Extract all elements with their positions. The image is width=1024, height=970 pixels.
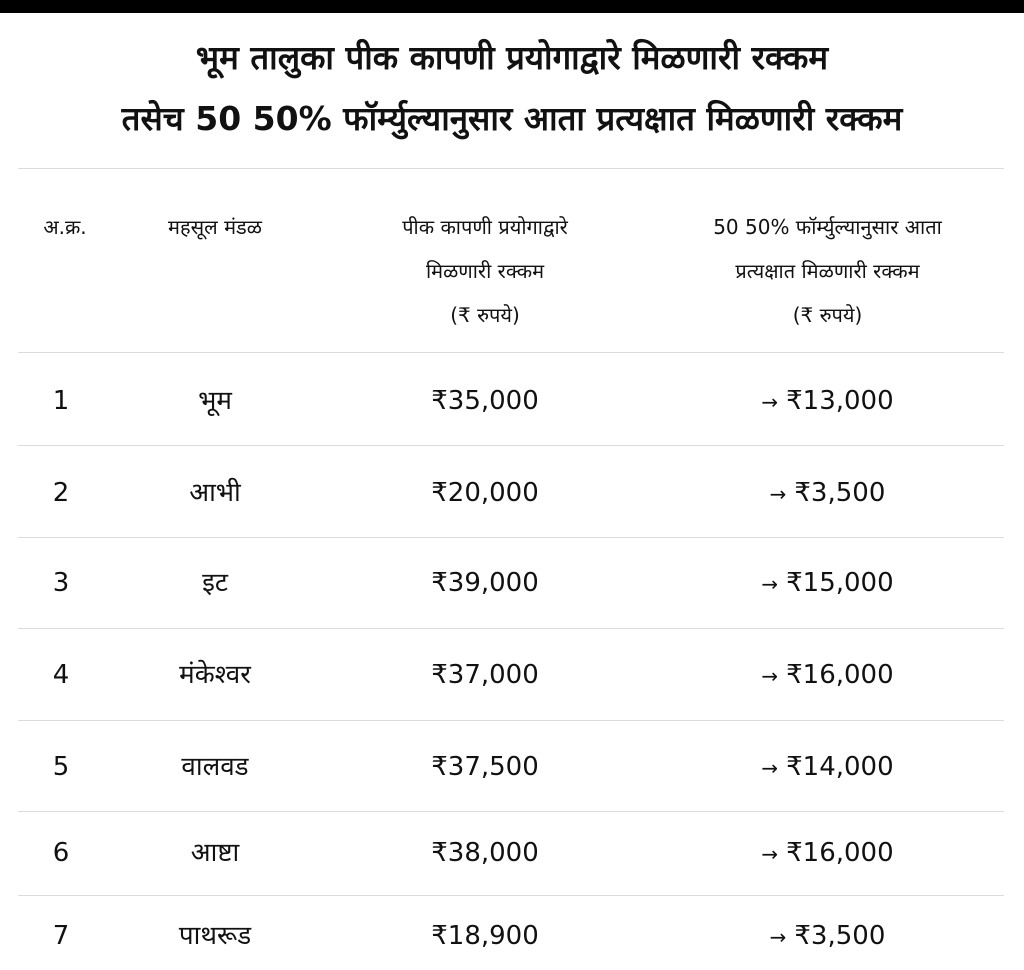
cell-amount-formula	[650, 737, 1005, 797]
cell-sr: 4	[52, 660, 70, 690]
header-sr: अ.क्र.	[43, 215, 87, 239]
row-divider	[18, 720, 1004, 721]
arrow-icon: →	[769, 925, 787, 949]
header-amount-formula-line-1: 50 50% फॉर्म्युल्यानुसार आता	[713, 215, 942, 239]
cell-amount-experiment: ₹35,000	[431, 386, 539, 416]
cell-mandal: आष्टा	[190, 838, 240, 868]
title-divider	[18, 168, 1004, 169]
cell-amount-experiment: ₹39,000	[431, 568, 539, 598]
row-divider	[18, 811, 1004, 812]
header-mandal: महसूल मंडळ	[168, 215, 262, 239]
amount-formula-value: ₹3,500	[794, 478, 886, 508]
cell-amount-formula	[650, 371, 1005, 431]
arrow-icon: →	[761, 390, 779, 414]
arrow-icon: →	[761, 572, 779, 596]
table-row	[0, 823, 1024, 883]
top-bar	[0, 0, 1024, 13]
cell-sr: 2	[52, 478, 70, 508]
cell-sr: 7	[52, 921, 70, 951]
arrow-icon: →	[761, 756, 779, 780]
header-amount-experiment	[320, 205, 650, 337]
cell-amount-experiment: ₹38,000	[431, 838, 539, 868]
cell-amount-formula	[650, 553, 1005, 613]
amount-formula-value: ₹16,000	[786, 838, 894, 868]
cell-mandal: पाथरूड	[178, 921, 252, 951]
table-row	[0, 371, 1024, 431]
cell-amount-experiment: ₹18,900	[431, 921, 539, 951]
cell-amount-experiment: ₹37,000	[431, 660, 539, 690]
cell-sr: 1	[52, 386, 70, 416]
cell-mandal: भूम	[198, 386, 232, 416]
header-amount-formula-line-3: (₹ रुपये)	[792, 303, 863, 327]
cell-amount-formula	[650, 906, 1005, 966]
cell-mandal: आभी	[189, 478, 241, 508]
table-row	[0, 645, 1024, 705]
cell-sr: 3	[52, 568, 70, 598]
row-divider	[18, 445, 1004, 446]
cell-amount-formula	[650, 463, 1005, 523]
cell-amount-experiment: ₹37,500	[431, 752, 539, 782]
cell-mandal: वालवड	[181, 752, 249, 782]
row-divider	[18, 628, 1004, 629]
amount-formula-value: ₹13,000	[786, 386, 894, 416]
cell-mandal: मंकेश्वर	[179, 660, 251, 690]
row-divider	[18, 352, 1004, 353]
arrow-icon: →	[769, 482, 787, 506]
arrow-icon: →	[761, 664, 779, 688]
table-row	[0, 906, 1024, 966]
page-title-line-2: तसेच 50 50% फॉर्म्युल्यानुसार आता प्रत्यक्षात मिळणारी रक्कम	[121, 99, 903, 138]
amount-formula-value: ₹14,000	[786, 752, 894, 782]
row-divider	[18, 537, 1004, 538]
cell-sr: 5	[52, 752, 70, 782]
header-amount-experiment-line-1: पीक कापणी प्रयोगाद्वारे	[402, 215, 568, 239]
cell-mandal: इट	[202, 568, 228, 598]
table-row	[0, 463, 1024, 523]
page-title-line-1: भूम तालुका पीक कापणी प्रयोगाद्वारे मिळणारी रक्कम	[195, 38, 829, 77]
cell-sr: 6	[52, 838, 70, 868]
row-divider	[18, 895, 1004, 896]
cell-amount-formula	[650, 645, 1005, 705]
table-row	[0, 737, 1024, 797]
arrow-icon: →	[761, 842, 779, 866]
amount-formula-value: ₹15,000	[786, 568, 894, 598]
amount-formula-value: ₹16,000	[786, 660, 894, 690]
header-amount-experiment-line-3: (₹ रुपये)	[450, 303, 520, 327]
header-amount-formula	[650, 205, 1005, 337]
cell-amount-experiment: ₹20,000	[431, 478, 539, 508]
header-amount-experiment-line-2: मिळणारी रक्कम	[425, 259, 545, 283]
table-row	[0, 553, 1024, 613]
amount-formula-value: ₹3,500	[794, 921, 886, 951]
cell-amount-formula	[650, 823, 1005, 883]
header-amount-formula-line-2: प्रत्यक्षात मिळणारी रक्कम	[735, 259, 920, 283]
